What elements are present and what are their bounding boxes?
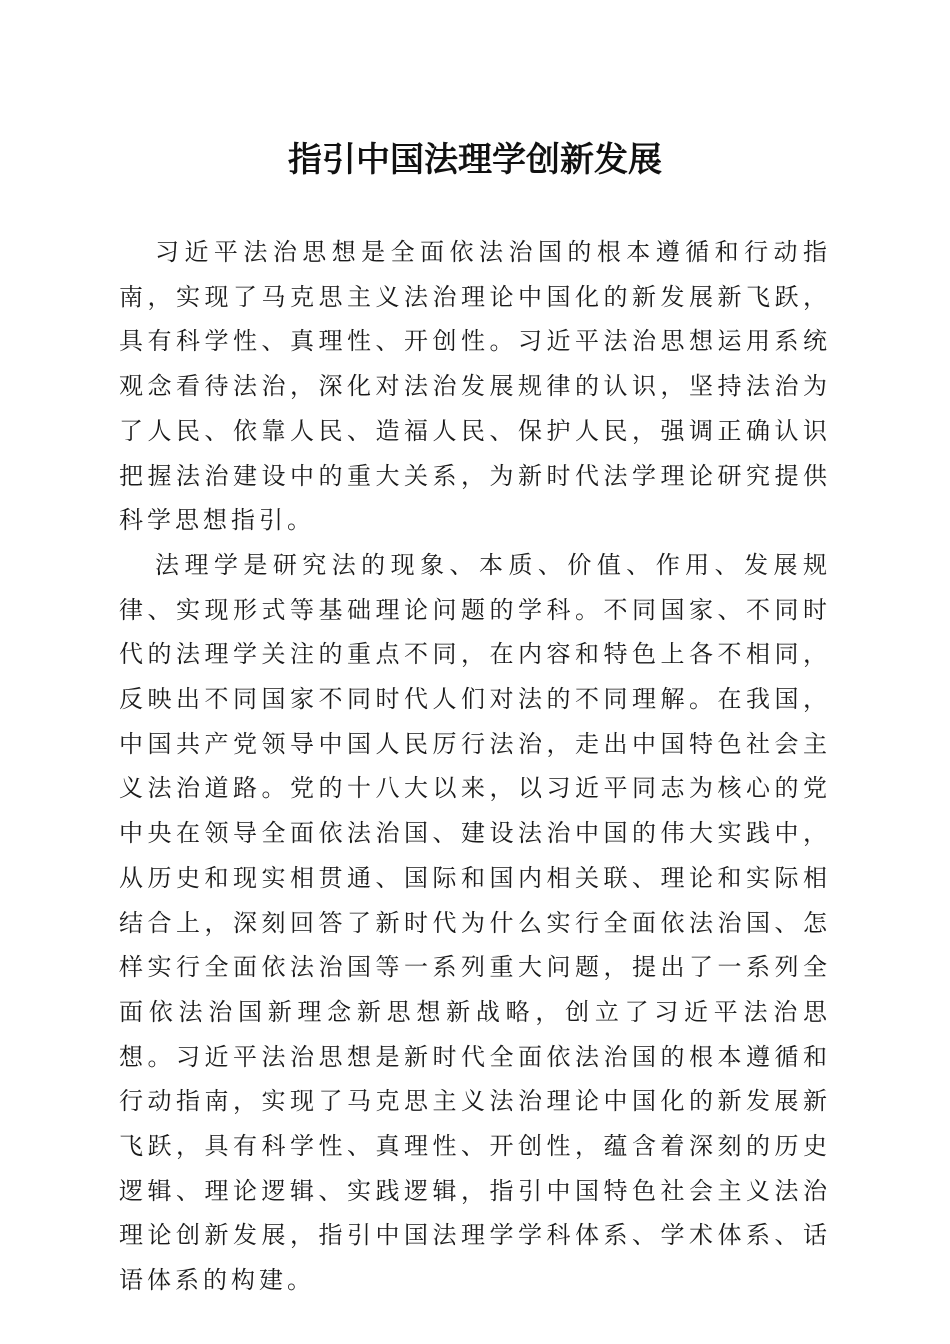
paragraph-2: 法理学是研究法的现象、本质、价值、作用、发展规律、实现形式等基础理论问题的学科。不同国家、不同时代的法理学关注的重点不同，在内容和特色上各不相同，反映出不同国家不同时代人们对法的不同理解。在我国，中国共产党领导中国人民厉行法治，走出中国特色社会主义法治道路。党的十八大以来，以习近平同志为核心的党中央在领导全面依法治国、建设法治中国的伟大实践中，从历史和现实相贯通、国际和国内相关联、理论和实际相结合上，深刻回答了新时代为什么实行全面依法治国、怎样实行全面依法治国等一系列重大问题，提出了一系列全面依法治国新理念新思想新战略，创立了习近平法治思想。习近平法治思想是新时代全面依法治国的根本遵循和行动指南，实现了马克思主义法治理论中国化的新发展新飞跃，具有科学性、真理性、开创性，蕴含着深刻的历史逻辑、理论逻辑、实践逻辑，指引中国特色社会主义法治理论创新发展，指引中国法理学学科体系、学术体系、话语体系的构建。 <box>119 550 831 1295</box>
paragraph-1: 习近平法治思想是全面依法治国的根本遵循和行动指南，实现了马克思主义法治理论中国化的新发展新飞跃，具有科学性、真理性、开创性。习近平法治思想运用系统观念看待法治，深化对法治发展规律的认识，坚持法治为了人民、依靠人民、造福人民、保护人民，强调正确认识把握法治建设中的重大关系，为新时代法学理论研究提供科学思想指引。 <box>119 238 831 535</box>
document-body <box>119 230 831 1303</box>
document-title: 指引中国法理学创新发展 <box>288 140 662 180</box>
